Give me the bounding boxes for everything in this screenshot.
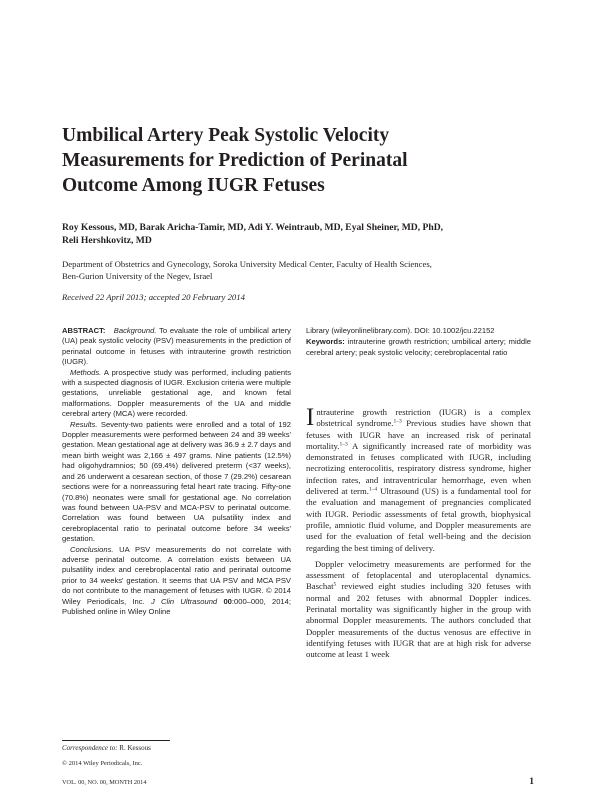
conclusions-text: UA PSV measurements do not correlate with adverse perinatal outcome. A correlation exists between UA pulsatility index and cerebroplacental ratio and perinatal outcome prior to 34 weeks' gestation. It seems that UA PSV and MCA PSV do not contribute to the management of fetuses with IUGR. © 2014 Wiley Periodicals, Inc. [62,544,291,606]
conclusions-label: Conclusions. [70,544,114,554]
citation: 1–3 [393,418,402,425]
background-label: Background. [113,326,157,335]
body-text-span: ntrauterine growth restriction (IUGR) is a complex obstetrical syndrome. [316,407,531,429]
body-paragraph [306,559,531,661]
abstract [62,326,291,617]
methods-label: Methods. [70,367,102,377]
journal-pages: 00 [223,596,232,606]
body-text-span: Previous studies have shown that fetuses with IUGR have an increased risk of perinatal mortality. [306,418,532,451]
results-label: Results. [70,419,98,429]
authors-line: Reli Hershkovitz, MD [62,234,152,246]
body-text-span: A significantly increased rate of morbidity was demonstrated in fetuses complicated with IUGR, including necrotizing enterocolitis, respiratory distress syndrome, higher infection rates, and intraventricular hemorrhage, even when delivered at term. [306,440,531,497]
body-text [306,404,532,661]
affiliation-line: Department of Obstetrics and Gynecology, Soroka University Medical Center, Faculty of Health Sciences, [62,259,432,269]
footnote-divider [62,740,170,741]
citation: 5 [333,581,337,588]
title-line: Outcome Among IUGR Fetuses [62,175,325,196]
page-number: 1 [529,777,534,787]
body-paragraph [306,404,532,554]
keywords-label: Keywords: [306,337,345,347]
journal-tail: :000–000, 2014; Published online in Wiley Online [62,596,291,616]
abstract-methods [62,368,291,420]
volume-info: VOL. 00, NO. 00, MONTH 2014 [62,779,147,786]
body-text-span: Ultrasound (US) is a fundamental tool for the evaluation and management of pregnancies complicated with IUGR. Periodic assessments of fetal growth, biophysical profile, amniotic fluid volume, and Doppler measurements are used for the evaluation of fetal well-being and the decision regarding the best timing of delivery. [306,486,531,553]
drop-cap: I [306,404,315,431]
correspondence-label: Correspondence to: [62,744,118,752]
received-accepted-dates: Received 22 April 2013; accepted 20 February 2014 [62,292,245,302]
title-line: Umbilical Artery Peak Systolic Velocity [62,125,390,146]
affiliation-line: Ben-Gurion University of the Negev, Israel [62,270,213,281]
abstract-label: ABSTRACT: [62,326,106,335]
keywords [306,337,531,358]
body-text-span: Doppler velocimetry measurements are performed for the assessment of fetoplacental and uteroplacental dynamics. Baschat [306,558,531,592]
results-text: Seventy-two patients were enrolled and a total of 192 Doppler measurements were performed between 24 and 39 weeks' gestation. Mean gestational age at delivery was 36.9 ± 2.7 days and mean birth weight was 2,166 ± 497 grams. Nine patients (12.5%) had oligohydramnios; 50 (69.4%) delivered preterm (<37 weeks), and 26 underwent a cesarean section, of those 7 (29.2%) cesarean sections were for a nonreassuring fetal heart rate tracing. Fifty-one (70.8%) neonates were small for gestational age. No correlation was found between UA-PSV and MCA-PSV to perinatal outcome. Correlation was found between UA pulsatility index and cerebroplacental ratio to perinatal outcome before 34 weeks' gestation. [62,419,291,544]
correspondence-note [62,744,291,753]
citation: 1–4 [368,486,378,493]
correspondence-name: R. Kessous [117,744,151,752]
doi-text: Library (wileyonlinelibrary.com). DOI: 10.1002/jcu.22152 [306,326,495,335]
abstract-conclusions [62,545,291,618]
article-title [62,123,542,198]
affiliation [62,259,542,282]
methods-text: A prospective study was performed, including patients with a suspected diagnosis of IUGR. Exclusion criteria were multiple gestations, unreliable gestational age, and known fetal malformations. Doppler measurements of the UA and middle cerebral artery (MCA) were recorded. [62,367,291,419]
body-text-span: reviewed eight studies including 320 fetuses with normal and 202 fetuses with abnormal Doppler indices. Perinatal mortality was significantly higher in the group with abnormal Doppler measurements. The authors concluded that Doppler measurements of the ductus venosus are effective in identifying fetuses with IUGR that are at high risk for adverse outcome at least 1 week [306,581,531,660]
journal-ref: J Clin Ultrasound [150,596,218,606]
background-text: To evaluate the role of umbilical artery (UA) peak systolic velocity (PSV) measurements in the prediction of perinatal outcome in fetuses with intrauterine growth restriction (IUGR). [62,326,291,367]
doi-keywords-block [306,326,531,358]
keywords-text: intrauterine growth restriction; umbilical artery; middle cerebral artery; peak systolic velocity; cerebroplacental ratio [306,337,531,357]
citation: 1–3 [339,441,348,448]
abstract-results [62,420,291,545]
copyright-notice: © 2014 Wiley Periodicals, Inc. [62,760,143,767]
abstract-background [62,326,291,368]
authors-line: Roy Kessous, MD, Barak Aricha-Tamir, MD, Adi Y. Weintraub, MD, Eyal Sheiner, MD, PhD, [62,222,444,233]
title-line: Measurements for Prediction of Perinatal [62,150,408,171]
author-list [62,222,542,247]
